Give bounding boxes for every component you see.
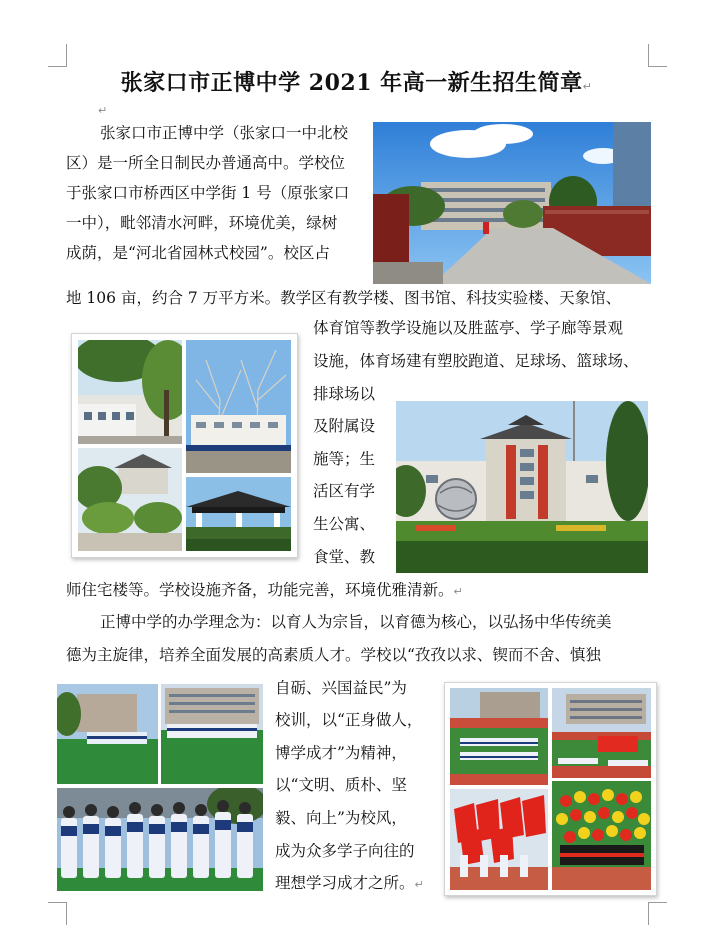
- body-text-line: 一中），毗邻清水河畔，环境优美，绿树: [66, 214, 338, 232]
- campus-collage-photo: [71, 333, 298, 558]
- body-text-line: 排球场以: [313, 385, 376, 403]
- formation-field-photo: [161, 684, 263, 784]
- body-text-line: 正博中学的办学理念为：以育人为宗旨，以育德为核心，以弘扬中华传统美: [100, 613, 612, 631]
- body-text-line: 成为众多学子向往的: [275, 842, 415, 860]
- body-text-line: 施等；生: [313, 450, 376, 468]
- body-text-line: 体育馆等教学设施以及胜蓝亭、学子廊等景观: [313, 319, 624, 337]
- sports-meet-collage-photo: [444, 682, 657, 896]
- paragraph-mark: ↵: [582, 80, 593, 93]
- title-text: 张家口市正博中学 2021 年高一新生招生简章: [120, 70, 583, 96]
- body-text-line: 师住宅楼等。学校设施齐备，功能完善，环境优雅清新。↵: [66, 581, 463, 599]
- body-text-line: 自砺、兴国益民”为: [275, 679, 407, 697]
- body-text-line: 毅、向上”为校风，: [275, 809, 407, 827]
- student-parade-photo: [57, 788, 263, 891]
- body-text-line: 于张家口市桥西区中学街 1 号（原张家口: [66, 184, 350, 202]
- body-text-line: 校训，以“正身做人，: [275, 711, 423, 729]
- campus-building-photo: [78, 340, 182, 444]
- paragraph-mark: ↵: [414, 878, 424, 891]
- campus-trees-photo: [186, 340, 291, 473]
- page-corner-mark: [48, 902, 67, 925]
- campus-garden-photo: [78, 448, 182, 551]
- body-text-line: 活区有学: [313, 482, 376, 500]
- page-corner-mark: [648, 902, 667, 925]
- body-text-line: 成荫，是“河北省园林式校园”。校区占: [66, 244, 330, 262]
- document-title: [0, 66, 713, 97]
- body-text-line: 以“文明、质朴、坚: [275, 776, 407, 794]
- campus-pavilion-photo: [186, 477, 291, 551]
- body-text-line: 及附属设: [313, 417, 376, 435]
- drill-field-photo: [57, 684, 158, 784]
- body-text-line: 生公寓、: [313, 515, 376, 533]
- body-text-line: 设施，体育场建有塑胶跑道、足球场、篮球场、: [313, 352, 639, 370]
- body-text-line: 地 106 亩，约合 7 万平方米。教学区有教学楼、图书馆、科技实验楼、天象馆、: [66, 289, 622, 307]
- body-text-line: 博学成才”为精神，: [275, 744, 407, 762]
- balloon-team-photo: [552, 781, 651, 890]
- flag-ceremony-photo: [552, 688, 651, 778]
- page-corner-mark: [648, 44, 667, 67]
- page-corner-mark: [48, 44, 67, 67]
- body-text-line: 理想学习成才之所。↵: [275, 874, 424, 892]
- red-flags-parade-photo: [450, 789, 548, 890]
- body-text-line: 德为主旋律，培养全面发展的高素质人才。学校以“孜孜以求、锲而不舍、慎独: [66, 646, 601, 664]
- main-building-photo: [396, 401, 648, 573]
- body-text-line: 区）是一所全日制民办普通高中。学校位: [66, 154, 346, 172]
- body-text-line: 张家口市正博中学（张家口一中北校: [100, 124, 349, 142]
- paragraph-mark: ↵: [98, 104, 108, 117]
- body-text-line: 食堂、教: [313, 548, 376, 566]
- paragraph-mark: ↵: [453, 585, 463, 598]
- student-activities-collage-photo: [57, 684, 263, 891]
- stadium-formation-photo: [450, 688, 548, 785]
- school-gate-photo: [373, 122, 651, 284]
